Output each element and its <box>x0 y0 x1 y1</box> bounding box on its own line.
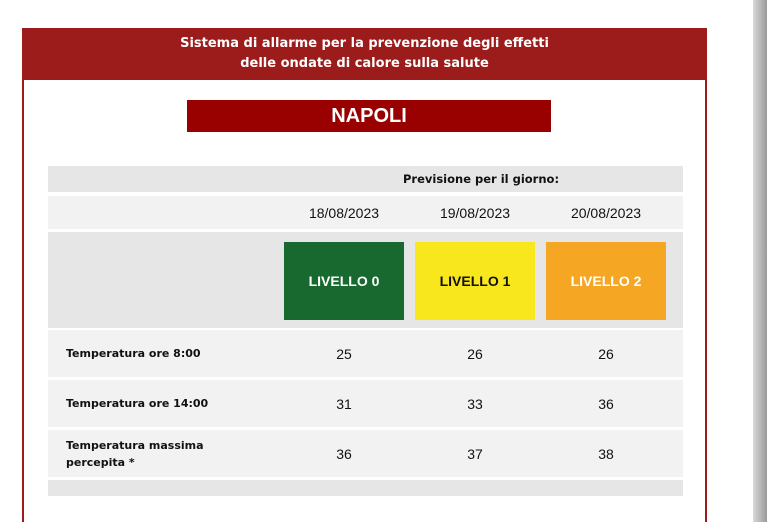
level-badge-day-1: LIVELLO 0 <box>284 242 404 320</box>
forecast-label: Previsione per il giorno: <box>403 172 560 186</box>
row-label-temp-max <box>66 430 236 477</box>
temp-14-day-2: 33 <box>467 395 483 412</box>
heat-wave-bulletin <box>22 28 707 522</box>
date-day-2: 19/08/2023 <box>439 204 511 221</box>
dates-row <box>48 196 683 229</box>
level-badge-day-2: LIVELLO 1 <box>415 242 535 320</box>
bulletin-header <box>24 28 705 80</box>
temp-max-day-3: 38 <box>598 445 614 462</box>
table-row-temp-8 <box>48 330 683 377</box>
temp-max-day-2: 37 <box>467 445 483 462</box>
table-row-temp-max <box>48 430 683 477</box>
table-footer-row <box>48 480 683 496</box>
temp-8-day-3: 26 <box>598 345 614 362</box>
temp-8-day-1: 25 <box>336 345 352 362</box>
level-badge-day-3: LIVELLO 2 <box>546 242 666 320</box>
city-title: NAPOLI <box>187 100 551 132</box>
temp-14-day-3: 36 <box>598 395 614 412</box>
row-label-temp-14: Temperatura ore 14:00 <box>66 397 209 410</box>
date-day-3: 20/08/2023 <box>570 204 642 221</box>
row-label-temp-max-line-1: Temperatura massima <box>66 438 204 452</box>
date-day-1: 18/08/2023 <box>308 204 380 221</box>
temp-8-day-2: 26 <box>467 345 483 362</box>
row-label-temp-max-line-2: percepita * <box>66 455 135 469</box>
temp-max-day-1: 36 <box>336 445 352 462</box>
window-edge-shadow <box>753 0 767 522</box>
levels-row <box>48 232 683 328</box>
header-line-1: Sistema di allarme per la prevenzione degli effetti <box>180 36 549 51</box>
row-label-temp-8: Temperatura ore 8:00 <box>66 347 201 360</box>
header-line-2: delle ondate di calore sulla salute <box>240 56 489 71</box>
table-row-temp-14 <box>48 380 683 427</box>
temp-14-day-1: 31 <box>336 395 352 412</box>
forecast-header-row <box>48 166 683 192</box>
